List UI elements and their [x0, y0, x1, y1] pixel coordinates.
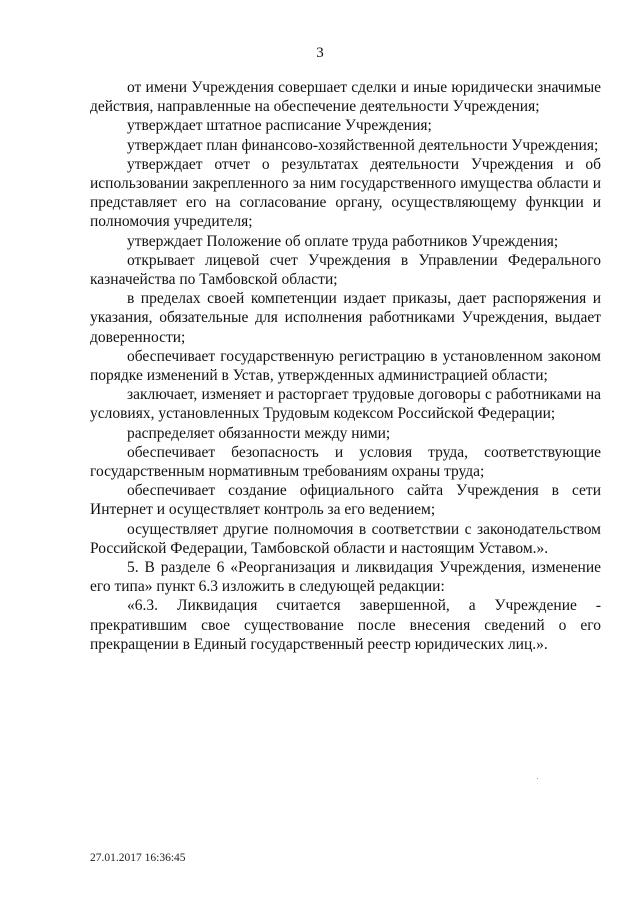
page-number: 3: [316, 45, 324, 61]
paragraph: утверждает отчет о результатах деятельности Учреждения и об использовании закрепленного за ним государственного имущества области и представляет его на согласование органу, осуществляющему функции и полномочия учредителя;: [90, 155, 601, 231]
footer-timestamp: 27.01.2017 16:36:45: [90, 852, 186, 864]
paragraph: заключает, изменяет и расторгает трудовые договоры с работниками на условиях, установленных Трудовым кодексом Российской Федерации;: [90, 386, 601, 423]
paragraph: осуществляет другие полномочия в соответствии с законодательством Российской Федерации, Тамбовской области и настоящим Уставом.».: [90, 520, 601, 557]
paragraph: утверждает штатное расписание Учреждения;: [127, 117, 432, 135]
paragraph: утверждает Положение об оплате труда работников Учреждения;: [127, 232, 559, 250]
paragraph: от имени Учреждения совершает сделки и иные юридически значимые действия, направленные на обеспечение деятельности Учреждения;: [90, 79, 601, 116]
scan-speck: [537, 778, 538, 779]
paragraph: обеспечивает государственную регистрацию в установленном законом порядке изменений в Устав, утвержденных администрацией области;: [90, 347, 601, 385]
paragraph: «6.3. Ликвидация считается завершенной, а Учреждение - прекратившим свое существование после внесения сведений о его прекращении в Единый государственный реестр юридических лиц.».: [90, 597, 601, 653]
paragraph: обеспечивает безопасность и условия труда, соответствующие государственным нормативным требованиям охраны труда;: [90, 443, 601, 481]
paragraph: открывает лицевой счет Учреждения в Управлении Федерального казначейства по Тамбовской области;: [90, 251, 601, 289]
paragraph: утверждает план финансово-хозяйственной деятельности Учреждения;: [127, 136, 599, 154]
paragraph: в пределах своей компетенции издает приказы, дает распоряжения и указания, обязательные для исполнения работниками Учреждения, выдает доверенности;: [90, 290, 601, 346]
paragraph: 5. В разделе 6 «Реорганизация и ликвидация Учреждения, изменение его типа» пункт 6.3 изложить в следующей редакции:: [90, 559, 601, 596]
document-body: [90, 78, 601, 654]
paragraph: обеспечивает создание официального сайта Учреждения в сети Интернет и осуществляет контроль за его ведением;: [90, 482, 601, 519]
paragraph: распределяет обязанности между ними;: [127, 424, 391, 442]
